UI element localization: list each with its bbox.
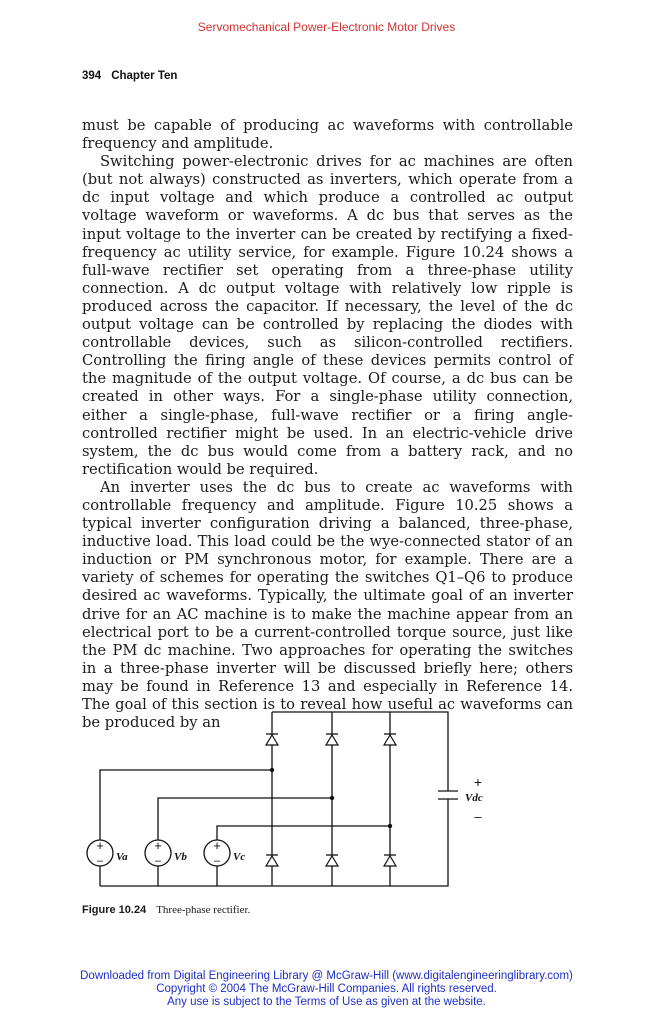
phase-c-line (217, 826, 390, 840)
body-text (82, 117, 573, 732)
vdc-label: Vdc (465, 792, 483, 804)
source-a-label: Va (116, 851, 128, 863)
footer-copyright-line: Copyright © 2004 The McGraw-Hill Companies. All rights reserved. (156, 983, 497, 995)
diode-up-1 (266, 735, 278, 745)
rectifier-circuit-diagram (80, 700, 500, 900)
diode-down-3 (384, 856, 396, 866)
diode-up-2 (326, 735, 338, 745)
paragraph-1: must be capable of producing ac waveforms with controllable frequency and amplitude. (82, 117, 573, 153)
junction-b (330, 796, 334, 800)
source-c-label: Vc (233, 851, 246, 863)
diode-down-2 (326, 856, 338, 866)
figure-caption (82, 903, 250, 916)
source-b-label: Vb (174, 851, 187, 863)
vdc-plus: + (473, 774, 483, 790)
page-number: 394 (82, 70, 102, 82)
footer-terms-line[interactable]: Any use is subject to the Terms of Use as given at the website. (167, 996, 486, 1008)
source-c-minus: – (213, 855, 221, 867)
phase-a-line (100, 770, 272, 840)
figure-caption-text: Three-phase rectifier. (156, 904, 251, 916)
junction-a (270, 768, 274, 772)
diode-up-3 (384, 735, 396, 745)
figure-label: Figure 10.24 (82, 904, 147, 916)
phase-b-line (158, 798, 332, 840)
footer (0, 970, 653, 1009)
source-b-plus: + (154, 838, 162, 853)
source-c-plus: + (213, 838, 221, 853)
top-banner: Servomechanical Power-Electronic Motor Drives (197, 20, 456, 34)
figure-three-phase-rectifier (80, 700, 500, 900)
source-a-plus: + (96, 838, 104, 853)
top-rail (272, 712, 448, 785)
source-a-minus: – (96, 855, 104, 867)
source-b-minus: – (154, 855, 162, 867)
paragraph-2: Switching power-electronic drives for ac machines are often (but not always) constructed as inverters, which operate from a dc input voltage and which produce a controlled ac output voltage waveform or waveforms. A dc bus that serves as the input voltage to the inverter can be created by rectifying a fixed-frequency ac utility service, for example. Figure 10.24 shows a full-wave rectifier set operating from a three-phase utility connection. A dc output voltage with relatively low ripple is produced across the capacitor. If necessary, the level of the dc output voltage can be controlled by replacing the diodes with controllable devices, such as silicon-controlled rectifiers. Controlling the firing angle of these devices permits control of the magnitude of the output voltage. Of course, a dc bus can be created in other ways. For a single-phase utility connection, either a single-phase, full-wave rectifier or a firing angle-controlled rectifier might be used. In an electric-vehicle drive system, the dc bus would come from a battery rack, and no rectification would be required. (82, 153, 573, 478)
diode-down-1 (266, 856, 278, 866)
junction-c (388, 824, 392, 828)
paragraph-3: An inverter uses the dc bus to create ac waveforms with controllable frequency and amplitude. Figure 10.25 shows a typical inverter configuration driving a balanced, three-phase, inductive load. This load could be the wye-connected stator of an induction or PM synchronous motor, for example. There are a variety of schemes for operating the switches Q1–Q6 to produce desired ac waveforms. Typically, the ultimate goal of an inverter drive for an AC machine is to make the machine appear from an electrical port to be a current-controlled torque source, just like the PM dc machine. Two approaches for operating the switches in a three-phase inverter will be discussed briefly here; others may be found in Reference 13 and especially in Reference 14. The goal of this section is to reveal how useful ac waveforms can be produced by an (82, 478, 573, 732)
chapter-title: Chapter Ten (111, 70, 178, 82)
vdc-minus: – (474, 809, 482, 824)
running-head (82, 70, 177, 82)
footer-download-line[interactable]: Downloaded from Digital Engineering Library @ McGraw-Hill (www.digitalengineeringlibrary.com) (80, 970, 573, 982)
